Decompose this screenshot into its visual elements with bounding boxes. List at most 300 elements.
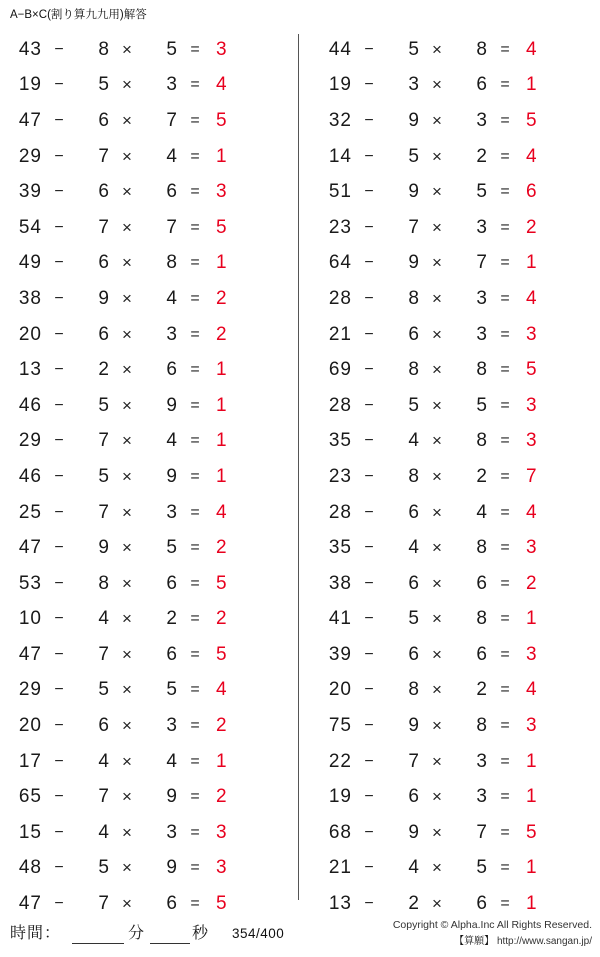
operand-a: 32 — [328, 109, 352, 131]
operand-a: 28 — [328, 287, 352, 309]
minus-sign: − — [364, 610, 374, 628]
problem-row — [8, 424, 300, 460]
problem-columns — [0, 32, 600, 915]
operand-a: 46 — [18, 465, 42, 487]
times-sign: × — [432, 360, 442, 380]
answer-value: 5 — [216, 893, 227, 915]
problem-row — [318, 495, 600, 531]
operand-b: 6 — [98, 109, 110, 131]
problem-row — [318, 779, 600, 815]
problem-row — [318, 708, 600, 744]
operand-b: 3 — [408, 74, 420, 96]
times-sign: × — [432, 395, 442, 415]
answer-value: 5 — [526, 821, 537, 843]
operand-b: 7 — [98, 893, 110, 915]
problem-row — [318, 352, 600, 388]
answer-value: 2 — [526, 572, 537, 594]
equals-sign: = — [500, 610, 510, 628]
minus-sign: − — [364, 289, 374, 307]
operand-c: 8 — [476, 537, 488, 559]
answer-value: 3 — [216, 821, 227, 843]
operand-c: 2 — [166, 608, 178, 630]
operand-a: 19 — [18, 74, 42, 96]
times-sign: × — [432, 217, 442, 237]
times-sign: × — [122, 538, 132, 558]
operand-c: 3 — [166, 323, 178, 345]
operand-a: 43 — [18, 38, 42, 60]
times-sign: × — [432, 75, 442, 95]
times-sign: × — [122, 39, 132, 59]
times-sign: × — [122, 680, 132, 700]
operand-a: 41 — [328, 608, 352, 630]
answer-value: 3 — [216, 181, 227, 203]
operand-a: 47 — [18, 893, 42, 915]
minus-sign: − — [54, 396, 64, 414]
minus-sign: − — [364, 859, 374, 877]
operand-a: 17 — [18, 750, 42, 772]
problem-row — [8, 103, 300, 139]
times-sign: × — [122, 182, 132, 202]
problem-row — [318, 210, 600, 246]
answer-value: 4 — [216, 74, 227, 96]
minus-sign: − — [364, 574, 374, 592]
problem-row — [8, 602, 300, 638]
equals-sign: = — [190, 147, 200, 165]
minus-sign: − — [364, 681, 374, 699]
operand-b: 6 — [98, 715, 110, 737]
equals-sign: = — [500, 432, 510, 450]
times-sign: × — [122, 644, 132, 664]
minus-sign: − — [364, 823, 374, 841]
answer-value: 6 — [526, 181, 537, 203]
operand-c: 9 — [166, 857, 178, 879]
operand-b: 8 — [408, 359, 420, 381]
operand-c: 3 — [166, 715, 178, 737]
minus-sign: − — [54, 574, 64, 592]
problem-row — [318, 566, 600, 602]
answer-value: 4 — [216, 679, 227, 701]
problem-row — [318, 459, 600, 495]
equals-sign: = — [190, 574, 200, 592]
equals-sign: = — [190, 361, 200, 379]
answer-value: 2 — [216, 608, 227, 630]
operand-b: 6 — [408, 572, 420, 594]
equals-sign: = — [500, 467, 510, 485]
operand-b: 8 — [408, 465, 420, 487]
minus-sign: − — [54, 645, 64, 663]
times-sign: × — [432, 894, 442, 914]
operand-c: 9 — [166, 786, 178, 808]
answer-value: 1 — [216, 252, 227, 274]
times-sign: × — [432, 751, 442, 771]
operand-b: 4 — [408, 430, 420, 452]
problem-row — [318, 744, 600, 780]
operand-a: 29 — [18, 145, 42, 167]
operand-b: 6 — [408, 786, 420, 808]
problem-row — [318, 637, 600, 673]
operand-a: 10 — [18, 608, 42, 630]
problem-row — [8, 459, 300, 495]
operand-b: 7 — [98, 643, 110, 665]
minus-sign: − — [364, 325, 374, 343]
operand-c: 8 — [476, 430, 488, 452]
equals-sign: = — [190, 325, 200, 343]
equals-sign: = — [190, 788, 200, 806]
answer-value: 1 — [216, 394, 227, 416]
operand-b: 5 — [408, 608, 420, 630]
problem-row — [8, 210, 300, 246]
equals-sign: = — [500, 895, 510, 913]
problem-row — [318, 174, 600, 210]
minus-sign: − — [54, 788, 64, 806]
answer-value: 5 — [216, 216, 227, 238]
operand-a: 39 — [328, 643, 352, 665]
minus-sign: − — [54, 76, 64, 94]
operand-c: 7 — [166, 109, 178, 131]
operand-b: 6 — [408, 501, 420, 523]
operand-b: 9 — [408, 252, 420, 274]
minus-sign: − — [54, 183, 64, 201]
equals-sign: = — [190, 895, 200, 913]
operand-c: 6 — [166, 181, 178, 203]
times-sign: × — [432, 787, 442, 807]
problem-column-right — [300, 32, 600, 915]
times-sign: × — [122, 502, 132, 522]
answer-value: 4 — [526, 679, 537, 701]
equals-sign: = — [500, 218, 510, 236]
answer-value: 5 — [216, 572, 227, 594]
operand-b: 5 — [408, 145, 420, 167]
minus-sign: − — [364, 361, 374, 379]
operand-b: 6 — [98, 323, 110, 345]
problem-row — [318, 32, 600, 68]
times-sign: × — [122, 395, 132, 415]
times-sign: × — [432, 431, 442, 451]
equals-sign: = — [190, 645, 200, 663]
equals-sign: = — [190, 111, 200, 129]
operand-a: 47 — [18, 537, 42, 559]
answer-value: 5 — [526, 109, 537, 131]
times-sign: × — [432, 253, 442, 273]
problem-row — [318, 388, 600, 424]
site-brand: 【算願】 — [454, 936, 495, 947]
operand-a: 68 — [328, 821, 352, 843]
times-sign: × — [122, 573, 132, 593]
operand-b: 9 — [408, 715, 420, 737]
operand-a: 23 — [328, 216, 352, 238]
operand-c: 6 — [476, 893, 488, 915]
equals-sign: = — [500, 752, 510, 770]
minus-sign: − — [364, 76, 374, 94]
answer-value: 3 — [216, 38, 227, 60]
operand-b: 7 — [98, 786, 110, 808]
answer-value: 4 — [526, 145, 537, 167]
operand-a: 20 — [18, 715, 42, 737]
operand-c: 3 — [476, 287, 488, 309]
problem-row — [8, 32, 300, 68]
operand-b: 9 — [408, 109, 420, 131]
equals-sign: = — [190, 467, 200, 485]
operand-c: 6 — [166, 893, 178, 915]
operand-a: 69 — [328, 359, 352, 381]
operand-c: 3 — [166, 74, 178, 96]
answer-value: 1 — [216, 145, 227, 167]
operand-a: 29 — [18, 430, 42, 452]
operand-b: 5 — [98, 679, 110, 701]
operand-c: 6 — [166, 572, 178, 594]
operand-a: 20 — [328, 679, 352, 701]
operand-a: 25 — [18, 501, 42, 523]
site-line — [454, 932, 592, 947]
minus-sign: − — [364, 467, 374, 485]
minus-sign: − — [54, 610, 64, 628]
equals-sign: = — [500, 40, 510, 58]
equals-sign: = — [500, 645, 510, 663]
operand-c: 7 — [166, 216, 178, 238]
operand-b: 4 — [408, 537, 420, 559]
operand-b: 8 — [98, 572, 110, 594]
times-sign: × — [432, 324, 442, 344]
problem-row — [8, 815, 300, 851]
operand-c: 7 — [476, 252, 488, 274]
operand-b: 4 — [408, 857, 420, 879]
answer-value: 5 — [216, 109, 227, 131]
times-sign: × — [432, 716, 442, 736]
problem-row — [8, 530, 300, 566]
operand-c: 8 — [166, 252, 178, 274]
times-sign: × — [122, 822, 132, 842]
operand-b: 2 — [98, 359, 110, 381]
problem-row — [8, 352, 300, 388]
minus-sign: − — [54, 681, 64, 699]
operand-a: 65 — [18, 786, 42, 808]
operand-a: 28 — [328, 501, 352, 523]
answer-value: 5 — [526, 359, 537, 381]
times-sign: × — [122, 217, 132, 237]
equals-sign: = — [190, 254, 200, 272]
times-sign: × — [432, 466, 442, 486]
equals-sign: = — [190, 539, 200, 557]
times-sign: × — [122, 110, 132, 130]
operand-a: 46 — [18, 394, 42, 416]
operand-b: 7 — [408, 750, 420, 772]
minus-sign: − — [364, 503, 374, 521]
minus-sign: − — [364, 717, 374, 735]
times-sign: × — [432, 573, 442, 593]
time-label: 時間： — [10, 925, 62, 942]
operand-a: 14 — [328, 145, 352, 167]
operand-c: 8 — [476, 608, 488, 630]
answer-value: 1 — [216, 430, 227, 452]
equals-sign: = — [500, 717, 510, 735]
problem-row — [8, 68, 300, 104]
times-sign: × — [122, 609, 132, 629]
equals-sign: = — [190, 218, 200, 236]
times-sign: × — [122, 787, 132, 807]
operand-b: 9 — [98, 537, 110, 559]
times-sign: × — [432, 182, 442, 202]
operand-b: 6 — [98, 181, 110, 203]
minus-sign: − — [364, 539, 374, 557]
times-sign: × — [122, 75, 132, 95]
equals-sign: = — [190, 76, 200, 94]
operand-c: 6 — [476, 643, 488, 665]
operand-b: 4 — [98, 608, 110, 630]
problem-row — [318, 317, 600, 353]
operand-b: 6 — [408, 323, 420, 345]
operand-a: 35 — [328, 537, 352, 559]
problem-row — [8, 281, 300, 317]
minutes-unit: 分 — [128, 925, 145, 942]
equals-sign: = — [190, 289, 200, 307]
answer-value: 4 — [216, 501, 227, 523]
problem-row — [8, 566, 300, 602]
operand-a: 21 — [328, 323, 352, 345]
minus-sign: − — [54, 289, 64, 307]
times-sign: × — [122, 894, 132, 914]
equals-sign: = — [500, 681, 510, 699]
problem-row — [8, 317, 300, 353]
operand-a: 64 — [328, 252, 352, 274]
page-count: 354/400 — [232, 926, 285, 941]
operand-c: 4 — [476, 501, 488, 523]
equals-sign: = — [500, 396, 510, 414]
problem-row — [8, 779, 300, 815]
equals-sign: = — [500, 111, 510, 129]
operand-a: 20 — [18, 323, 42, 345]
answer-value: 3 — [526, 323, 537, 345]
operand-b: 6 — [98, 252, 110, 274]
problem-row — [8, 495, 300, 531]
times-sign: × — [122, 858, 132, 878]
minus-sign: − — [54, 432, 64, 450]
problem-row — [8, 637, 300, 673]
equals-sign: = — [500, 147, 510, 165]
answer-value: 3 — [216, 857, 227, 879]
problem-row — [318, 246, 600, 282]
equals-sign: = — [500, 254, 510, 272]
operand-b: 9 — [408, 181, 420, 203]
minus-sign: − — [54, 823, 64, 841]
minus-sign: − — [54, 503, 64, 521]
operand-a: 49 — [18, 252, 42, 274]
operand-c: 2 — [476, 465, 488, 487]
operand-c: 8 — [476, 715, 488, 737]
minus-sign: − — [54, 325, 64, 343]
operand-c: 6 — [476, 572, 488, 594]
operand-a: 35 — [328, 430, 352, 452]
times-sign: × — [122, 751, 132, 771]
operand-b: 5 — [98, 465, 110, 487]
answer-value: 3 — [526, 394, 537, 416]
operand-b: 5 — [408, 38, 420, 60]
equals-sign: = — [190, 432, 200, 450]
times-sign: × — [432, 680, 442, 700]
minus-sign: − — [364, 396, 374, 414]
operand-a: 44 — [328, 38, 352, 60]
column-divider — [298, 34, 299, 900]
minus-sign: − — [54, 40, 64, 58]
problem-row — [318, 530, 600, 566]
answer-value: 3 — [526, 430, 537, 452]
problem-row — [8, 246, 300, 282]
answer-value: 4 — [526, 38, 537, 60]
operand-a: 47 — [18, 109, 42, 131]
operand-c: 3 — [476, 786, 488, 808]
operand-c: 2 — [476, 145, 488, 167]
minus-sign: − — [364, 752, 374, 770]
operand-c: 5 — [476, 181, 488, 203]
problem-column-left — [0, 32, 300, 915]
equals-sign: = — [500, 859, 510, 877]
operand-c: 6 — [166, 359, 178, 381]
operand-a: 38 — [18, 287, 42, 309]
operand-a: 75 — [328, 715, 352, 737]
operand-b: 7 — [408, 216, 420, 238]
minus-sign: − — [54, 752, 64, 770]
answer-value: 3 — [526, 643, 537, 665]
answer-value: 2 — [216, 786, 227, 808]
operand-b: 7 — [98, 145, 110, 167]
minus-sign: − — [364, 111, 374, 129]
operand-c: 3 — [476, 109, 488, 131]
operand-c: 5 — [166, 537, 178, 559]
operand-c: 4 — [166, 145, 178, 167]
minus-sign: − — [364, 183, 374, 201]
problem-row — [318, 815, 600, 851]
minus-sign: − — [54, 218, 64, 236]
operand-b: 5 — [408, 394, 420, 416]
copyright-text: Copyright © Alpha.Inc All Rights Reserved. — [392, 919, 592, 931]
equals-sign: = — [500, 823, 510, 841]
times-sign: × — [122, 716, 132, 736]
minus-sign: − — [364, 432, 374, 450]
operand-c: 5 — [476, 394, 488, 416]
times-sign: × — [122, 146, 132, 166]
operand-b: 7 — [98, 501, 110, 523]
operand-a: 21 — [328, 857, 352, 879]
equals-sign: = — [500, 539, 510, 557]
operand-c: 9 — [166, 394, 178, 416]
minus-sign: − — [54, 859, 64, 877]
equals-sign: = — [500, 361, 510, 379]
equals-sign: = — [500, 289, 510, 307]
minus-sign: − — [54, 254, 64, 272]
answer-value: 2 — [216, 715, 227, 737]
operand-b: 9 — [408, 821, 420, 843]
operand-a: 53 — [18, 572, 42, 594]
operand-b: 9 — [98, 287, 110, 309]
equals-sign: = — [190, 717, 200, 735]
operand-a: 19 — [328, 74, 352, 96]
problem-row — [318, 281, 600, 317]
equals-sign: = — [190, 823, 200, 841]
times-sign: × — [122, 324, 132, 344]
minus-sign: − — [54, 467, 64, 485]
operand-b: 8 — [408, 287, 420, 309]
equals-sign: = — [190, 752, 200, 770]
site-url: http://www.sangan.jp/ — [496, 936, 592, 947]
problem-row — [318, 68, 600, 104]
times-sign: × — [432, 502, 442, 522]
operand-a: 23 — [328, 465, 352, 487]
times-sign: × — [122, 288, 132, 308]
times-sign: × — [432, 609, 442, 629]
operand-a: 51 — [328, 181, 352, 203]
equals-sign: = — [190, 40, 200, 58]
operand-a: 13 — [18, 359, 42, 381]
operand-a: 28 — [328, 394, 352, 416]
